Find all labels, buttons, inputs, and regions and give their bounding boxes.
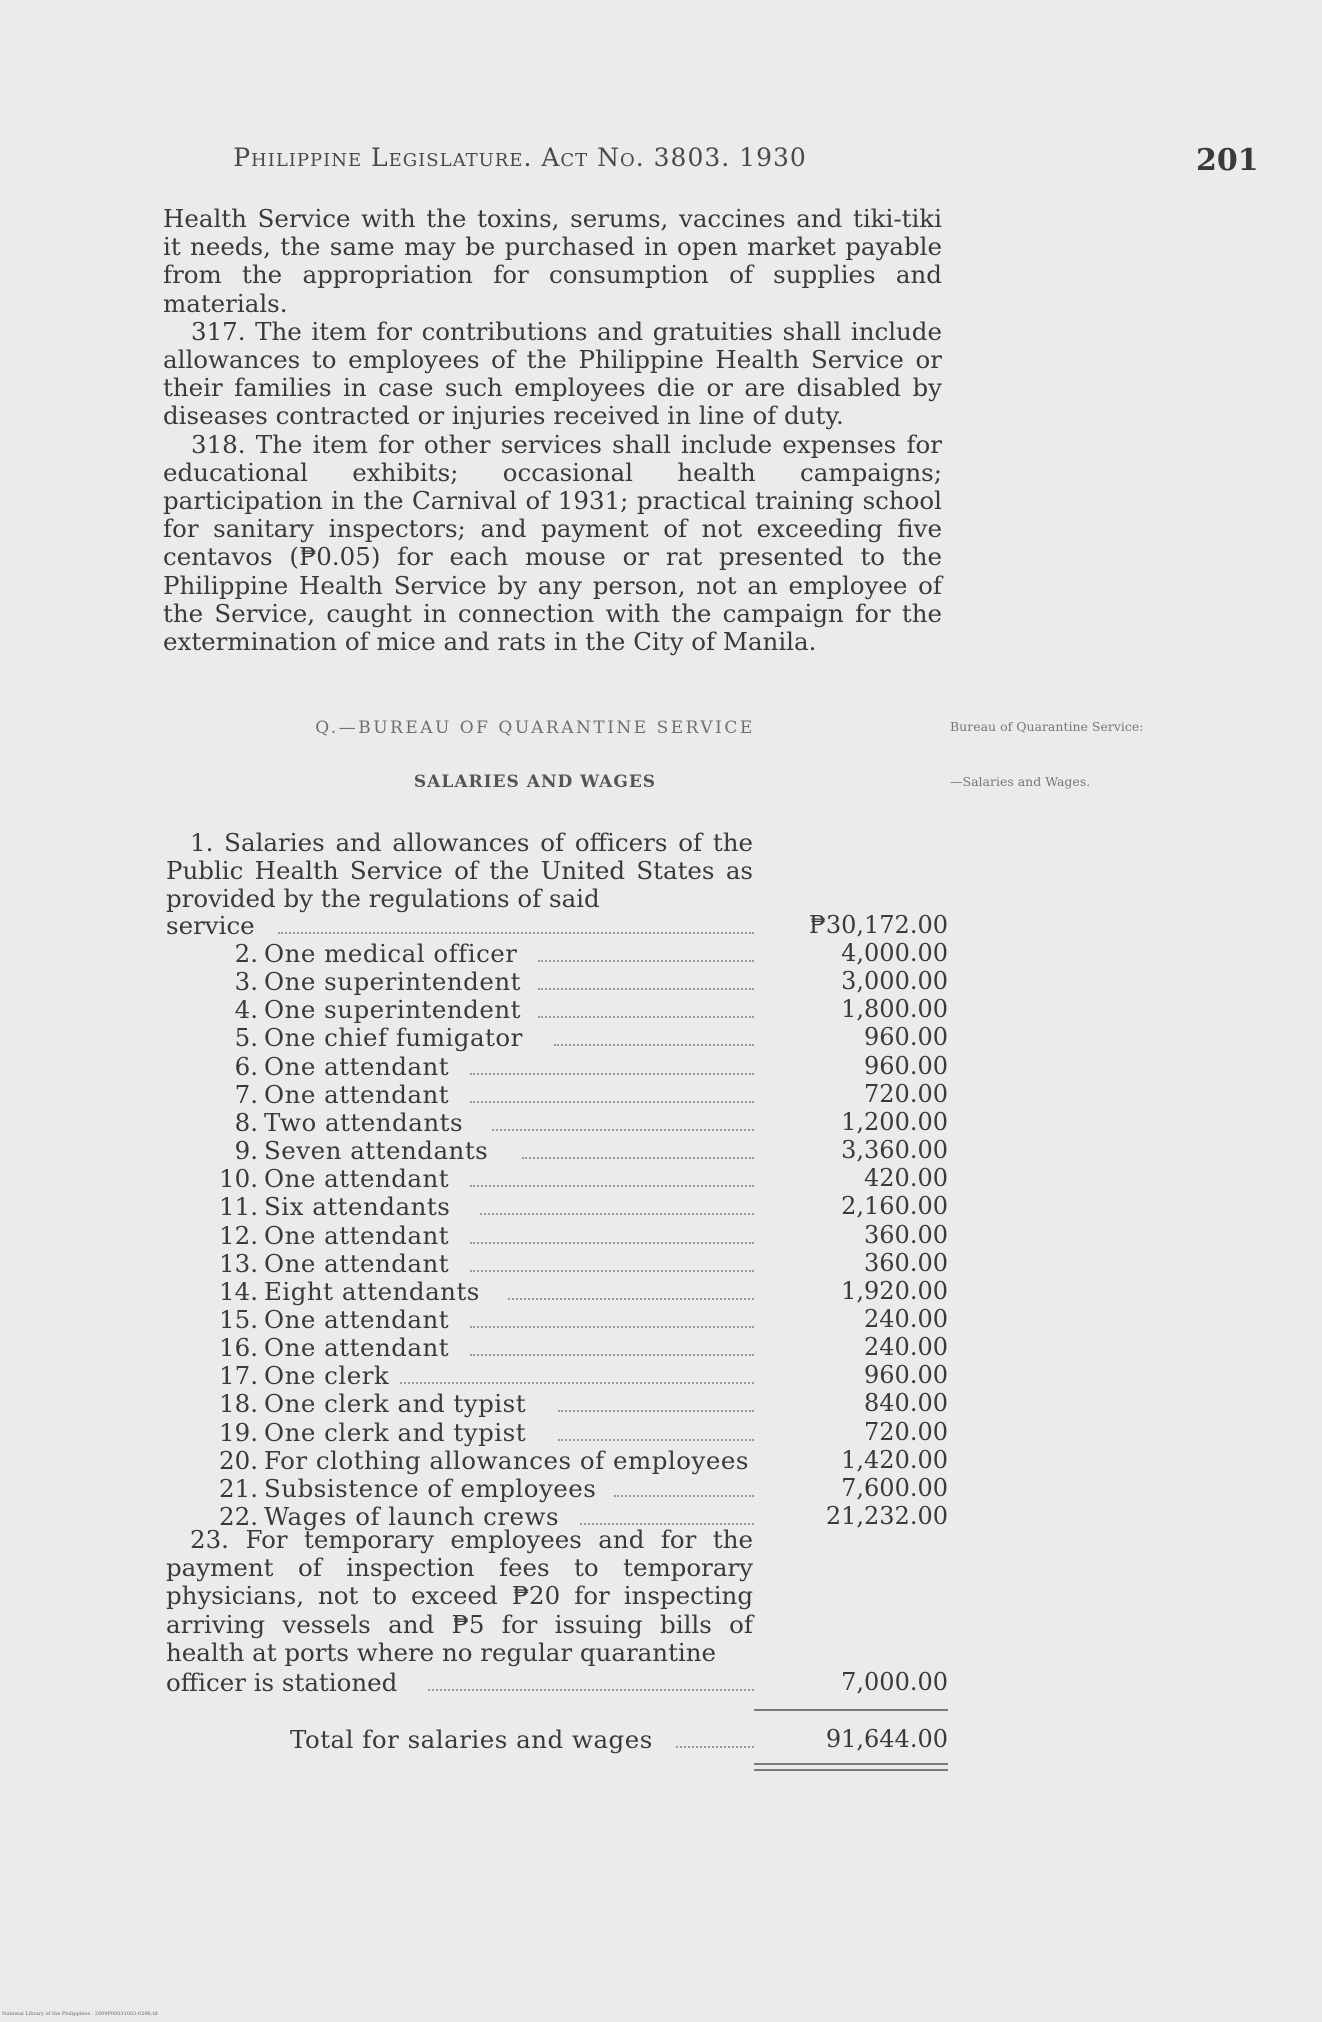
line-item bbox=[166, 1164, 756, 1192]
item-amount: 720.00 bbox=[864, 1080, 948, 1108]
leader-dots bbox=[522, 1157, 754, 1159]
line-item bbox=[166, 1446, 756, 1474]
item-number: 18. bbox=[219, 1389, 258, 1418]
leader-dots bbox=[400, 1382, 754, 1384]
leader-dots bbox=[470, 1354, 754, 1356]
item-amount: 240.00 bbox=[864, 1333, 948, 1361]
item-number: 17. bbox=[219, 1361, 258, 1390]
sub-heading: SALARIES AND WAGES bbox=[413, 772, 657, 792]
line-item bbox=[166, 1136, 756, 1164]
item-number: 12. bbox=[219, 1221, 258, 1250]
item-amount: 3,000.00 bbox=[841, 967, 948, 995]
item-number: 15. bbox=[219, 1305, 258, 1334]
leader-dots bbox=[538, 1016, 754, 1018]
line-item bbox=[166, 1333, 756, 1361]
leader-dots bbox=[278, 932, 754, 934]
leader-dots bbox=[558, 1410, 754, 1412]
item-amount: 2,160.00 bbox=[841, 1192, 948, 1220]
total-label: Total for salaries and wages bbox=[290, 1725, 653, 1754]
line-item bbox=[166, 939, 756, 967]
item-number: 10. bbox=[219, 1164, 258, 1193]
item-label: One attendant bbox=[264, 1080, 450, 1109]
item-number: 19. bbox=[219, 1418, 258, 1447]
double-rule-bottom bbox=[754, 1769, 948, 1771]
leader-dots bbox=[554, 1044, 754, 1046]
line-item bbox=[166, 1418, 756, 1446]
line-item bbox=[166, 1080, 756, 1108]
item-label: Subsistence of employees bbox=[264, 1474, 597, 1503]
item-number: 21. bbox=[219, 1474, 258, 1503]
line-item bbox=[166, 1023, 756, 1051]
leader-dots bbox=[470, 1326, 754, 1328]
item-amount: 360.00 bbox=[864, 1221, 948, 1249]
item-label: One attendant bbox=[264, 1249, 450, 1278]
item-label: Six attendants bbox=[264, 1192, 451, 1221]
line-item bbox=[166, 1221, 756, 1249]
line-item bbox=[166, 1192, 756, 1220]
item-1 bbox=[166, 829, 753, 914]
line-item bbox=[166, 1052, 756, 1080]
item-amount: 360.00 bbox=[864, 1249, 948, 1277]
total-amount: 91,644.00 bbox=[825, 1725, 948, 1753]
item-label: One clerk and typist bbox=[264, 1389, 527, 1418]
scan-footer: National Library of the Philippines · 2009P00031002-0296.tif bbox=[2, 2011, 158, 2017]
leader-dots bbox=[428, 1689, 754, 1691]
leader-dots bbox=[470, 1242, 754, 1244]
line-item bbox=[166, 967, 756, 995]
item-number: 3. bbox=[234, 967, 258, 996]
margin-note-salaries: —Salaries and Wages. bbox=[950, 774, 1091, 789]
running-head: Philippine Legislature. Act No. 3803. 1930 bbox=[233, 143, 807, 172]
leader-dots bbox=[492, 1129, 754, 1131]
item-amount: 960.00 bbox=[864, 1023, 948, 1051]
line-item bbox=[166, 1361, 756, 1389]
leader-dots bbox=[480, 1213, 754, 1215]
item-amount: 1,800.00 bbox=[841, 995, 948, 1023]
item-number: 5. bbox=[234, 1023, 258, 1052]
item-1-amount: ₱30,172.00 bbox=[808, 911, 948, 939]
leader-dots bbox=[470, 1073, 754, 1075]
item-label: One attendant bbox=[264, 1052, 450, 1081]
item-amount: 3,360.00 bbox=[841, 1136, 948, 1164]
item-1-text: 1. Salaries and allowances of officers of the Public Health Service of the United States as provided by the regulations of said bbox=[166, 828, 753, 914]
line-item bbox=[166, 1108, 756, 1136]
page-number: 201 bbox=[1196, 143, 1259, 178]
item-label: One attendant bbox=[264, 1333, 450, 1362]
double-rule-top bbox=[754, 1763, 948, 1765]
item-label: One attendant bbox=[264, 1305, 450, 1334]
item-label: Eight attendants bbox=[264, 1277, 480, 1306]
line-item bbox=[166, 1389, 756, 1417]
item-number: 7. bbox=[234, 1080, 258, 1109]
item-number: 8. bbox=[234, 1108, 258, 1137]
item-number: 4. bbox=[234, 995, 258, 1024]
item-amount: 240.00 bbox=[864, 1305, 948, 1333]
section-heading: Q.—BUREAU OF QUARANTINE SERVICE bbox=[315, 718, 755, 738]
item-label: For clothing allowances of employees bbox=[264, 1446, 749, 1475]
item-amount: 7,600.00 bbox=[841, 1474, 948, 1502]
line-item bbox=[166, 995, 756, 1023]
item-1-last-line-text: service bbox=[166, 911, 255, 940]
item-label: One clerk bbox=[264, 1361, 390, 1390]
leader-dots bbox=[676, 1746, 754, 1748]
item-label: One chief fumigator bbox=[264, 1023, 523, 1052]
line-item bbox=[166, 1249, 756, 1277]
leader-dots bbox=[470, 1270, 754, 1272]
item-amount: 1,420.00 bbox=[841, 1446, 948, 1474]
item-number: 22. bbox=[219, 1502, 258, 1531]
item-23-amount: 7,000.00 bbox=[841, 1668, 948, 1696]
item-label: Wages of launch crews bbox=[264, 1502, 560, 1531]
item-number: 11. bbox=[219, 1192, 258, 1221]
leader-dots bbox=[508, 1298, 754, 1300]
line-item bbox=[166, 1277, 756, 1305]
body-text bbox=[163, 205, 942, 656]
item-amount: 720.00 bbox=[864, 1418, 948, 1446]
item-amount: 960.00 bbox=[864, 1052, 948, 1080]
item-amount: 4,000.00 bbox=[841, 939, 948, 967]
item-label: One superintendent bbox=[264, 967, 521, 996]
leader-dots bbox=[614, 1495, 754, 1497]
item-amount: 420.00 bbox=[864, 1164, 948, 1192]
item-23 bbox=[166, 1526, 753, 1667]
item-label: Two attendants bbox=[264, 1108, 464, 1137]
item-23-last-line-text: officer is stationed bbox=[166, 1668, 398, 1697]
leader-dots bbox=[538, 960, 754, 962]
leader-dots bbox=[558, 1439, 754, 1441]
sum-rule bbox=[754, 1709, 948, 1711]
item-number: 14. bbox=[219, 1277, 258, 1306]
item-1-last-line bbox=[166, 911, 756, 939]
leader-dots bbox=[538, 988, 754, 990]
continuation-paragraph: Health Service with the toxins, serums, vaccines and tiki-tiki it needs, the same may be purchased in open market payable from the appropriation for consumption of supplies and materials. bbox=[163, 204, 942, 318]
item-number: 13. bbox=[219, 1249, 258, 1278]
item-amount: 21,232.00 bbox=[825, 1502, 948, 1530]
item-label: One superintendent bbox=[264, 995, 521, 1024]
item-number: 20. bbox=[219, 1446, 258, 1475]
leader-dots bbox=[470, 1185, 754, 1187]
leader-dots bbox=[470, 1101, 754, 1103]
item-label: Seven attendants bbox=[264, 1136, 489, 1165]
item-number: 9. bbox=[234, 1136, 258, 1165]
item-label: One clerk and typist bbox=[264, 1418, 527, 1447]
line-item bbox=[166, 1474, 756, 1502]
paragraph-318: 318. The item for other services shall include expenses for educational exhibits; occasional health campaigns; participation in the Carnival of 1931; practical training school for sanitary inspectors; and payment of not exceeding five centavos (₱0.05) for each mouse or rat presented to the Philippine Health Service by any person, not an employee of the Service, caught in connection with the campaign for the extermination of mice and rats in the City of Manila. bbox=[163, 429, 942, 657]
item-number: 2. bbox=[234, 939, 258, 968]
item-23-text: 23. For temporary employees and for the payment of inspection fees to temporary physicians, not to exceed ₱20 for inspecting arriving vessels and ₱5 for issuing bills of health at ports where no regular quarantine bbox=[166, 1525, 753, 1667]
item-amount: 1,920.00 bbox=[841, 1277, 948, 1305]
item-number: 16. bbox=[219, 1333, 258, 1362]
item-23-last-line bbox=[166, 1668, 756, 1696]
item-amount: 1,200.00 bbox=[841, 1108, 948, 1136]
paragraph-317: 317. The item for contributions and gratuities shall include allowances to employees of the Philippine Health Service or their families in case such employees die or are disabled by diseases contracted or injuries received in line of duty. bbox=[163, 316, 942, 431]
item-label: One medical officer bbox=[264, 939, 518, 968]
item-amount: 840.00 bbox=[864, 1389, 948, 1417]
margin-note-bureau: Bureau of Quarantine Service: bbox=[950, 719, 1144, 734]
line-item bbox=[166, 1305, 756, 1333]
item-label: One attendant bbox=[264, 1221, 450, 1250]
item-amount: 960.00 bbox=[864, 1361, 948, 1389]
item-label: One attendant bbox=[264, 1164, 450, 1193]
item-number: 6. bbox=[234, 1052, 258, 1081]
